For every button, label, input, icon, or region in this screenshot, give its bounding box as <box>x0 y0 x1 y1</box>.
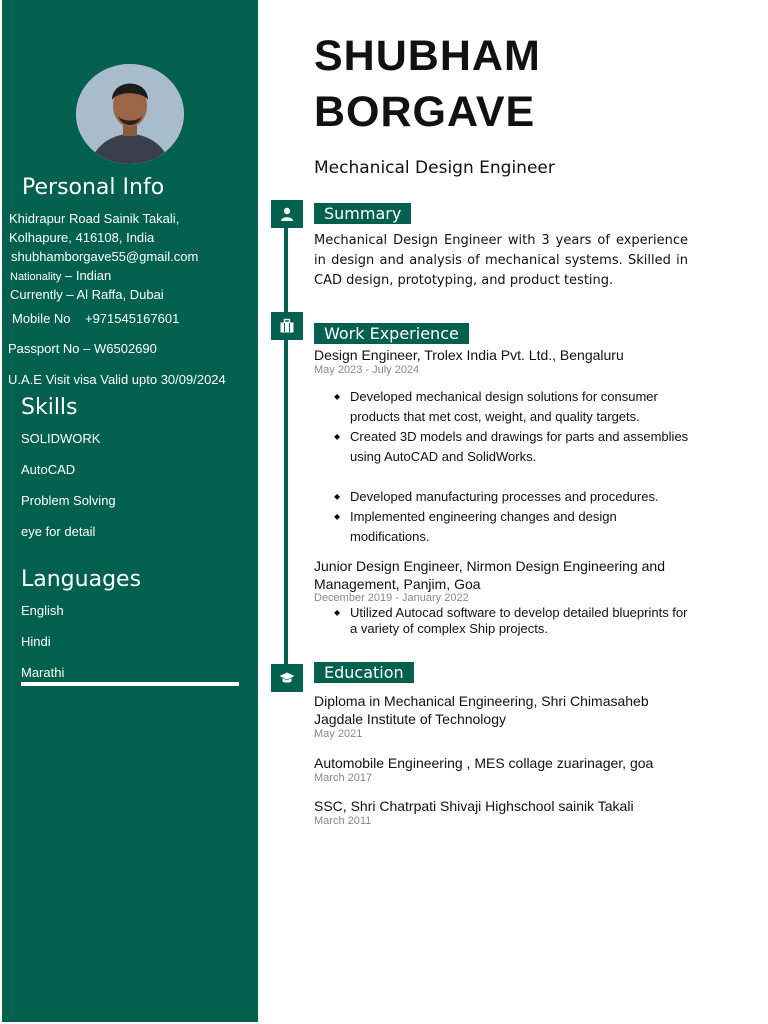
skill-item: eye for detail <box>21 524 96 539</box>
bullet-text: Developed manufacturing processes and procedures. <box>350 489 659 504</box>
education-date: March 2011 <box>314 815 372 827</box>
bullet-item <box>334 487 698 507</box>
nationality-label: Nationality <box>10 271 62 283</box>
education-date: May 2021 <box>314 728 363 740</box>
personal-info-heading: Personal Info <box>22 175 165 200</box>
education-heading: Education <box>314 662 414 683</box>
skill-item: SOLIDWORK <box>21 431 101 446</box>
bullet-text: Developed mechanical design solutions for consumer products that met cost, weight, and quality targets. <box>350 389 658 424</box>
language-item: Hindi <box>21 634 51 649</box>
education-date: March 2017 <box>314 772 373 784</box>
language-item: English <box>21 603 64 618</box>
sidebar-divider <box>21 682 239 686</box>
mobile-value: +971545167601 <box>84 311 180 326</box>
bullet-item <box>334 427 698 467</box>
skill-item: AutoCAD <box>21 462 76 477</box>
bullet-text: Implemented engineering changes and design modifications. <box>350 509 617 544</box>
job-title: Mechanical Design Engineer <box>314 158 555 178</box>
education-icon-box <box>271 664 303 692</box>
skills-heading: Skills <box>21 395 78 420</box>
summary-heading: Summary <box>314 203 411 224</box>
skill-item: Problem Solving <box>21 493 116 508</box>
job-role: Junior Design Engineer, Nirmon Design Engineering and Management, Panjim, Goa <box>314 558 665 592</box>
profile-photo-image <box>76 64 184 164</box>
first-name: SHUBHAM <box>314 32 541 80</box>
education-title: Automobile Engineering , MES collage zuarinager, goa <box>314 755 654 771</box>
email-text: shubhamborgave55@gmail.com <box>11 249 199 264</box>
job-role: Design Engineer, Trolex India Pvt. Ltd., Bengaluru <box>314 347 624 363</box>
currently-value: – Al Raffa, Dubai <box>66 287 164 302</box>
education-title: SSC, Shri Chatrpati Shivaji Highschool sainik Takali <box>314 798 634 814</box>
full-name <box>314 28 541 140</box>
person-icon <box>279 206 295 222</box>
briefcase-icon <box>279 318 295 334</box>
mobile-row <box>12 311 179 326</box>
experience-icon-box <box>271 312 303 340</box>
currently-label: Currently <box>10 287 63 302</box>
job-bullets <box>334 387 698 467</box>
mobile-label: Mobile No <box>12 311 71 326</box>
bullet-item <box>334 507 698 547</box>
address-line1: Khidrapur Road Sainik Takali, <box>9 211 180 226</box>
summary-icon-box <box>271 200 303 228</box>
summary-text: Mechanical Design Engineer with 3 years of experience in design and analysis of mechanical systems. Skilled in CAD design, prototyping, and product testing. <box>314 233 688 288</box>
timeline-line <box>284 214 288 688</box>
work-experience-heading: Work Experience <box>314 323 469 344</box>
education-title: Diploma in Mechanical Engineering, Shri Chimasaheb Jagdale Institute of Technology <box>314 693 649 727</box>
bullet-item <box>334 387 698 427</box>
bullet-text: Utilized Autocad software to develop detailed blueprints for a variety of complex Ship projects. <box>350 605 688 636</box>
bullet-item <box>334 605 698 637</box>
bullet-text: Created 3D models and drawings for parts and assemblies using AutoCAD and SolidWorks. <box>350 429 689 464</box>
profile-photo <box>76 64 184 164</box>
address-line2: Kolhapure, 416108, India <box>9 230 155 245</box>
currently-row <box>10 287 164 302</box>
job-dates: May 2023 - July 2024 <box>314 364 420 376</box>
job-dates: December 2019 - January 2022 <box>314 592 469 604</box>
languages-heading: Languages <box>21 567 142 592</box>
job-bullets <box>334 605 698 637</box>
nationality-row <box>10 268 111 283</box>
visa-text: U.A.E Visit visa Valid upto 30/09/2024 <box>8 372 226 387</box>
sidebar <box>2 0 258 1022</box>
job-bullets <box>334 487 698 547</box>
language-item: Marathi <box>21 665 65 680</box>
last-name: BORGAVE <box>314 88 536 136</box>
graduation-cap-icon <box>279 670 295 686</box>
nationality-value: – Indian <box>64 268 112 283</box>
passport-text: Passport No – W6502690 <box>8 341 157 356</box>
